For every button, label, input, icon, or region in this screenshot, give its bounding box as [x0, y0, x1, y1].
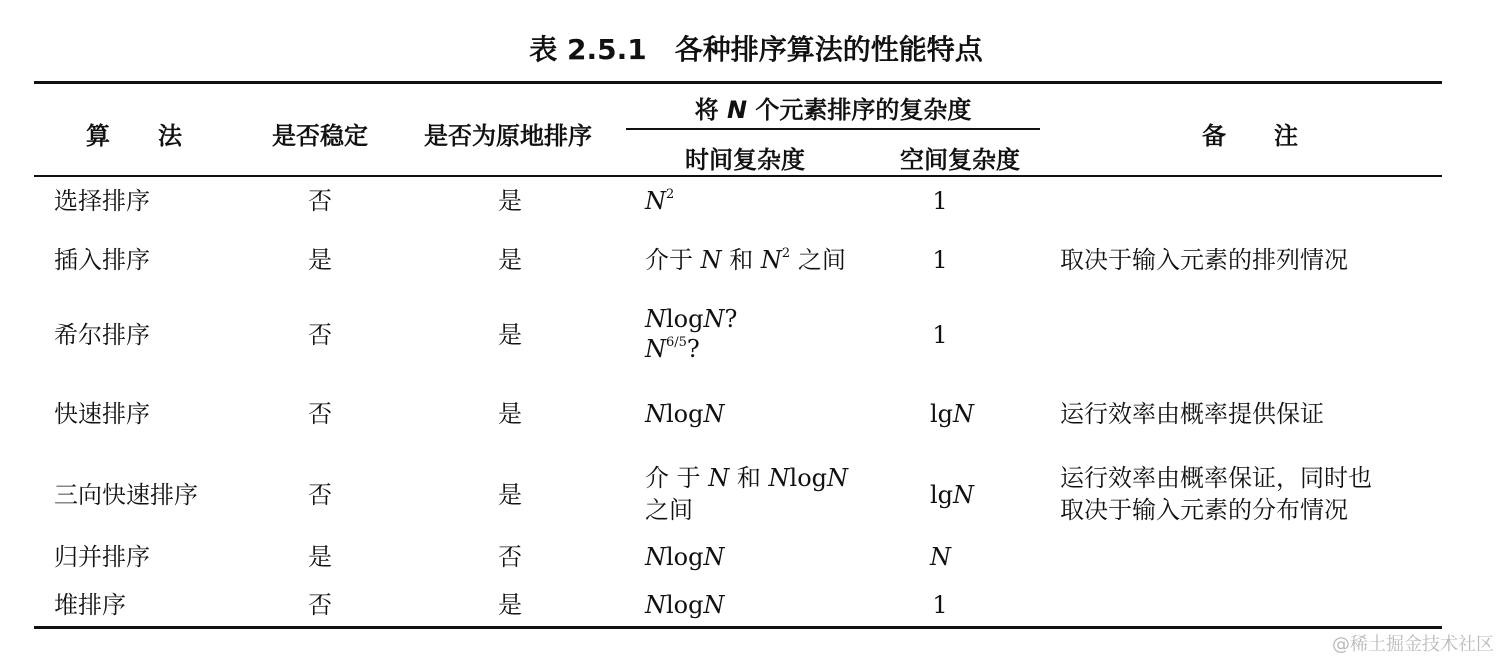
row-space: 1	[932, 246, 948, 274]
row-in-place: 否	[498, 543, 522, 571]
row-note: 运行效率由概率提供保证	[1060, 400, 1324, 428]
row-time: NlogN	[645, 543, 725, 571]
row-name: 希尔排序	[54, 321, 150, 349]
watermark: @稀土掘金技术社区	[1332, 634, 1494, 655]
row-space: 1	[932, 591, 948, 619]
row-in-place: 是	[498, 400, 522, 428]
row-name: 选择排序	[54, 187, 150, 215]
row-note-line1: 运行效率由概率保证，同时也	[1060, 464, 1372, 492]
header-in-place: 是否为原地排序	[424, 122, 592, 150]
row-in-place: 是	[498, 481, 522, 509]
row-time: NlogN	[645, 591, 725, 619]
header-space: 空间复杂度	[900, 146, 1020, 174]
row-in-place: 是	[498, 246, 522, 274]
row-space: 1	[932, 187, 948, 215]
bottom-rule	[34, 626, 1442, 629]
row-space: lgN	[930, 400, 975, 428]
row-name: 插入排序	[54, 246, 150, 274]
row-time: NlogN	[645, 400, 725, 428]
row-space: 1	[932, 321, 948, 349]
row-name: 快速排序	[54, 400, 150, 428]
row-stable: 否	[308, 481, 332, 509]
top-rule	[34, 81, 1442, 84]
header-stable: 是否稳定	[272, 122, 368, 150]
row-time-line2: 之间	[645, 496, 693, 524]
header-complexity-group: 将 N 个元素排序的复杂度	[694, 96, 972, 124]
row-stable: 否	[308, 187, 332, 215]
row-time: 介于 N 和 $N^2$ 之间	[645, 246, 846, 274]
row-name: 归并排序	[54, 543, 150, 571]
row-name: 堆排序	[54, 591, 126, 619]
row-note: 取决于输入元素的排列情况	[1060, 246, 1348, 274]
row-stable: 否	[308, 591, 332, 619]
row-stable: 是	[308, 246, 332, 274]
row-time-line2: $N^{6/5}$?	[645, 335, 700, 363]
row-stable: 否	[308, 321, 332, 349]
row-in-place: 是	[498, 187, 522, 215]
row-in-place: 是	[498, 591, 522, 619]
header-notes: 备 注	[1202, 122, 1298, 150]
row-stable: 否	[308, 400, 332, 428]
row-stable: 是	[308, 543, 332, 571]
row-space: N	[930, 543, 951, 571]
complexity-group-rule	[626, 128, 1040, 130]
row-time-line1: NlogN?	[645, 305, 738, 333]
row-space: lgN	[930, 481, 975, 509]
table-title: 表 2.5.1 各种排序算法的性能特点	[529, 33, 983, 66]
header-algorithm: 算 法	[86, 122, 182, 150]
row-in-place: 是	[498, 321, 522, 349]
header-time: 时间复杂度	[685, 146, 805, 174]
row-name: 三向快速排序	[54, 481, 198, 509]
row-time-line1: 介 于 N 和 NlogN	[645, 464, 849, 492]
header-rule	[34, 175, 1442, 177]
row-time: $N^2$	[645, 187, 675, 215]
row-note-line2: 取决于输入元素的分布情况	[1060, 496, 1348, 524]
